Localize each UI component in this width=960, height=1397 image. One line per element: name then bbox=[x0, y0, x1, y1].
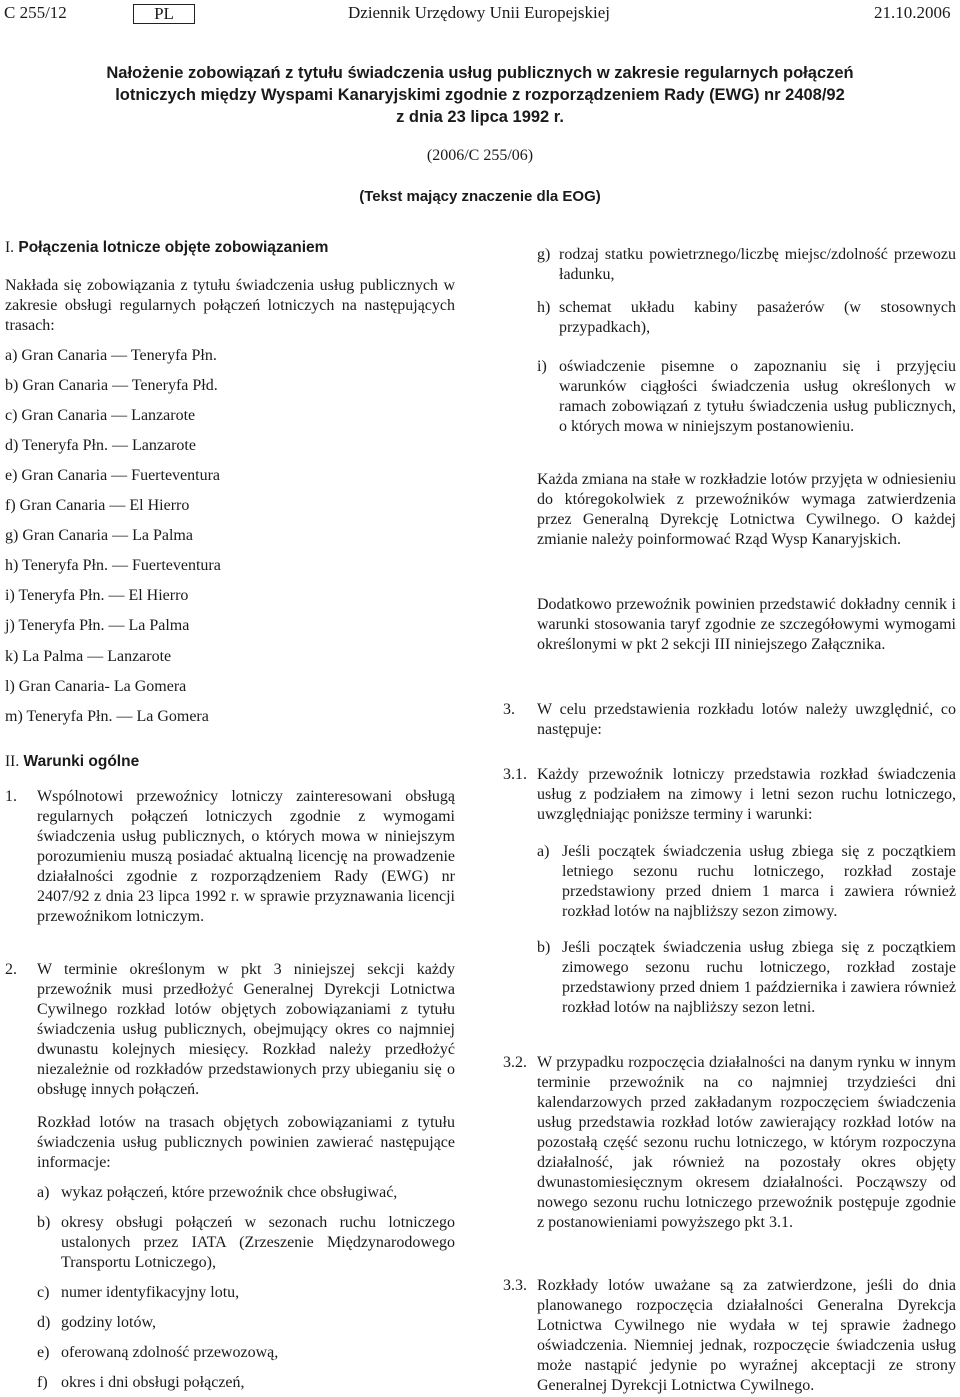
item-letter: d) bbox=[37, 1314, 51, 1331]
info-item bbox=[503, 298, 956, 338]
info-item bbox=[5, 1283, 455, 1303]
item-letter: e) bbox=[37, 1344, 50, 1361]
paragraph-text: Wspólnotowi przewoźnicy lotniczy zainteresowani obsługą regularnych połączeń lotniczych zgodnie z wymogami świadczenia usług publicznych, o których mowa w niniejszym porozumieniu muszą posiadać aktualną licencję na prowadzenie działalności zgodnie z rozporządzeniem Rady (EWG) nr 2407/92 z dnia 23 lipca 1992 r. w sprawie przyznawania licencji przewoźnikom lotniczym. bbox=[37, 788, 455, 925]
item-text: Jeśli początek świadczenia usług zbiega się z początkiem letniego sezonu ruchu lotniczego, rozkład zostaje przedstawiony przed dniem 1 marca i zawiera również rozkład lotów na najbliższy sezon zimowy. bbox=[562, 843, 956, 920]
paragraph-3 bbox=[503, 700, 956, 740]
item-letter: a) bbox=[537, 843, 550, 860]
left-column bbox=[5, 0, 455, 1397]
journal-name: Dziennik Urzędowy Unii Europejskiej bbox=[348, 3, 611, 22]
item-text: okres i dni obsługi połączeń, bbox=[61, 1374, 245, 1391]
paragraph-text: W terminie określonym w pkt 3 niniejszej sekcji każdy przewoźnik musi przedłożyć Generalnej Dyrekcji Lotnictwa Cywilnego rozkład lotów objętych zobowiązaniami z tytułu świadczenia usług publicznych, obejmujący okres co najmniej dwunastu kolejnych miesięcy. Rozkład należy przedłożyć niezależnie od rozkładów przedstawionych przy ubieganiu się o obsługę innych połączeń. bbox=[37, 961, 455, 1098]
item-text: wykaz połączeń, które przewoźnik chce obsługiwać, bbox=[61, 1184, 398, 1201]
route-item: c) Gran Canaria — Lanzarote bbox=[5, 407, 196, 424]
subitem-b bbox=[503, 938, 956, 1018]
right-column bbox=[503, 0, 956, 1397]
paragraph-number: 3.1. bbox=[503, 766, 527, 783]
paragraph-1 bbox=[5, 787, 455, 927]
route-item: f) Gran Canaria — El Hierro bbox=[5, 497, 190, 514]
route-item: g) Gran Canaria — La Palma bbox=[5, 527, 193, 544]
paragraph-text: W celu przedstawienia rozkładu lotów należy uwzględnić, co następuje: bbox=[537, 701, 956, 738]
intro-paragraph: Nakłada się zobowiązania z tytułu świadczenia usług publicznych w zakresie obsługi regularnych połączeń lotniczych na następujących trasach: bbox=[5, 277, 455, 334]
section-number: II. bbox=[5, 753, 20, 770]
item-text: oferowaną zdolność przewozową, bbox=[61, 1344, 279, 1361]
item-text: rodzaj statku powietrznego/liczbę miejsc/zdolność przewozu ładunku, bbox=[559, 246, 956, 283]
section-number: I. bbox=[5, 239, 15, 256]
publication-date: 21.10.2006 bbox=[874, 3, 951, 22]
item-letter: b) bbox=[37, 1214, 51, 1231]
page-reference: C 255/12 bbox=[4, 3, 67, 22]
item-text: schemat układu kabiny pasażerów (w stosownych przypadkach), bbox=[559, 299, 956, 336]
item-letter: a) bbox=[37, 1184, 50, 1201]
paragraph-text: Rozkłady lotów uważane są za zatwierdzone, jeśli do dnia planowanego rozpoczęcia działalności Generalna Dyrekcja Lotnictwa Cywilnego nie wydała w tej sprawie żadnego oświadczenia. Niemniej jednak, rozpoczęcie świadczenia usług może nastąpić jedynie po wyraźnej akceptacji ze strony Generalnej Dyrekcji Lotnictwa Cywilnego. bbox=[537, 1277, 956, 1394]
paragraph-text: Każdy przewoźnik lotniczy przedstawia rozkład świadczenia usług z podziałem na zimowy i letni sezon ruchu lotniczego, uwzględniając poniższe terminy i warunki: bbox=[537, 766, 956, 823]
paragraph-text: W przypadku rozpoczęcia działalności na danym rynku w innym terminie przewoźnik na co najmniej trzydzieści dni kalendarzowych przed zakładanym rozpoczęciem świadczenia usług przedstawia rozkład lotów zawierający rozkład lotów na pozostałą część sezonu ruchu lotniczego, w którym rozpoczyna działalność, jak również na pozostały okres objęty dwunastomiesięcznym okresem działalności. Począwszy od nowego sezonu ruchu lotniczego przewoźnik postępuje zgodnie z postanowieniami powyższego pkt 3.1. bbox=[537, 1054, 956, 1231]
document-code: (2006/C 255/06) bbox=[426, 147, 534, 164]
paragraph-2 bbox=[5, 960, 455, 1100]
section-title: Warunki ogólne bbox=[23, 753, 140, 770]
item-letter: g) bbox=[537, 246, 551, 263]
title-line: Nałożenie zobowiązań z tytułu świadczenia usług publicznych w zakresie regularnych połączeń bbox=[106, 64, 854, 82]
route-item: d) Teneryfa Płn. — Lanzarote bbox=[5, 437, 196, 454]
paragraph-3-1 bbox=[503, 765, 956, 825]
info-item bbox=[503, 245, 956, 285]
change-paragraph: Każda zmiana na stałe w rozkładzie lotów przyjęta w odniesieniu do któregokolwiek z przewoźników wymaga zatwierdzenia przez Generalną Dyrekcję Lotnictwa Cywilnego. O każdej zmianie należy poinformować Rząd Wysp Kanaryjskich. bbox=[537, 471, 956, 548]
route-item: h) Teneryfa Płn. — Fuerteventura bbox=[5, 557, 221, 574]
tariff-paragraph: Dodatkowo przewoźnik powinien przedstawić dokładny cennik i warunki stosowania taryf zgodnie ze szczegółowymi wymogami określonymi w pkt 2 sekcji III niniejszego Załącznika. bbox=[537, 596, 956, 653]
title-line: z dnia 23 lipca 1992 r. bbox=[396, 108, 564, 126]
item-text: Jeśli początek świadczenia usług zbiega się z początkiem zimowego sezonu ruchu lotniczego, rozkład zostaje przedstawiony przed dniem 1 października i zawiera również rozkład lotów na najbliższy sezon letni. bbox=[562, 939, 956, 1016]
info-item bbox=[5, 1343, 455, 1363]
route-item: j) Teneryfa Płn. — La Palma bbox=[5, 617, 190, 634]
paragraph-number: 3.3. bbox=[503, 1277, 527, 1294]
paragraph-3-3 bbox=[503, 1276, 956, 1396]
language-box: PL bbox=[133, 4, 195, 24]
item-letter: f) bbox=[37, 1374, 48, 1391]
paragraph-number: 3.2. bbox=[503, 1054, 527, 1071]
route-item: k) La Palma — Lanzarote bbox=[5, 648, 172, 665]
info-item bbox=[503, 357, 956, 437]
paragraph-number: 1. bbox=[5, 788, 17, 805]
info-item bbox=[5, 1373, 455, 1393]
item-text: godziny lotów, bbox=[61, 1314, 156, 1331]
section-title: Połączenia lotnicze objęte zobowiązaniem bbox=[18, 239, 329, 256]
title-line: lotniczych między Wyspami Kanaryjskimi zgodnie z rozporządzeniem Rady (EWG) nr 2408/92 bbox=[115, 86, 845, 104]
paragraph-number: 3. bbox=[503, 701, 515, 718]
route-item: a) Gran Canaria — Teneryfa Płn. bbox=[5, 347, 217, 364]
info-item bbox=[5, 1213, 455, 1273]
paragraph-3-2 bbox=[503, 1053, 956, 1233]
route-item: b) Gran Canaria — Teneryfa Płd. bbox=[5, 377, 218, 394]
item-letter: b) bbox=[537, 939, 551, 956]
info-item bbox=[5, 1183, 455, 1203]
section-heading bbox=[5, 752, 455, 772]
item-letter: c) bbox=[37, 1284, 50, 1301]
item-text: numer identyfikacyjny lotu, bbox=[61, 1284, 240, 1301]
subitem-a bbox=[503, 842, 956, 922]
route-item: e) Gran Canaria — Fuerteventura bbox=[5, 467, 221, 484]
route-item: l) Gran Canaria- La Gomera bbox=[5, 678, 187, 695]
item-letter: h) bbox=[537, 299, 551, 316]
section-heading bbox=[5, 238, 455, 258]
route-item: i) Teneryfa Płn. — El Hierro bbox=[5, 587, 189, 604]
info-item bbox=[5, 1313, 455, 1333]
paragraph-number: 2. bbox=[5, 961, 17, 978]
item-text: oświadczenie pisemne o zapoznaniu się i przyjęciu warunków ciągłości świadczenia usług określonych w ramach zobowiązań z tytułu świadczenia usług publicznych, o których mowa w niniejszym postanowieniu. bbox=[559, 358, 956, 435]
item-letter: i) bbox=[537, 358, 547, 375]
paragraph-2b: Rozkład lotów na trasach objętych zobowiązaniami z tytułu świadczenia usług publicznych powinien zawierać następujące informacje: bbox=[37, 1114, 455, 1171]
item-text: okresy obsługi połączeń w sezonach ruchu lotniczego ustalonych przez IATA (Zrzeszenie Międzynarodowego Transportu Lotniczego), bbox=[61, 1214, 455, 1271]
eea-relevance: (Tekst mający znaczenie dla EOG) bbox=[359, 188, 601, 205]
route-item: m) Teneryfa Płn. — La Gomera bbox=[5, 708, 209, 725]
